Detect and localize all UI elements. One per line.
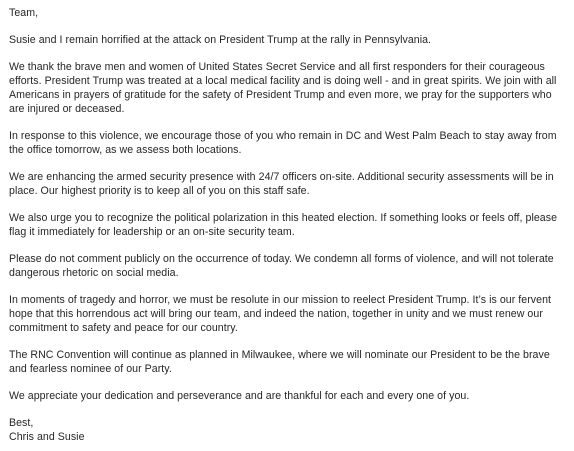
paragraph-opening: Susie and I remain horrified at the attack on President Trump at the rally in Pennsylvania. [9, 34, 432, 46]
paragraph-mission: In moments of tragedy and horror, we must be resolute in our mission to reelect President Trump. It’s is our fervent hope that this horrendous act will bring our team, and indeed the nation, together in unity and we must renew our commitment to safety and peace for our country. [9, 294, 552, 334]
paragraph-office-closure: In response to this violence, we encourage those of you who remain in DC and West Palm Beach to stay away from the office tomorrow, as we assess both locations. [9, 130, 557, 156]
paragraph-appreciation: We appreciate your dedication and perseverance and are thankful for each and every one of you. [9, 390, 470, 402]
letter-body [9, 6, 565, 444]
paragraph-convention: The RNC Convention will continue as planned in Milwaukee, where we will nominate our President to be the brave and fearless nominee of our Party. [9, 349, 550, 375]
paragraph-no-comment: Please do not comment publicly on the occurrence of today. We condemn all forms of violence, and will not tolerate dangerous rhetoric on social media. [9, 253, 554, 279]
paragraph-thanks: We thank the brave men and women of United States Secret Service and all first responders for their courageous efforts. President Trump was treated at a local medical facility and is doing well - and in great spirits. We join with all Americans in prayers of gratitude for the safety of President Trump and even more, we pray for the supporters who are injured or deceased. [9, 61, 557, 115]
signature: Chris and Susie [9, 431, 85, 443]
paragraph-security: We are enhancing the armed security presence with 24/7 officers on-site. Additional security assessments will be in place. Our highest priority is to keep all of you on this staff safe. [9, 171, 554, 197]
closing: Best, [9, 417, 34, 429]
paragraph-polarization: We also urge you to recognize the political polarization in this heated election. If something looks or feels off, please flag it immediately for leadership or an on-site security team. [9, 212, 558, 238]
salutation: Team, [9, 7, 39, 19]
